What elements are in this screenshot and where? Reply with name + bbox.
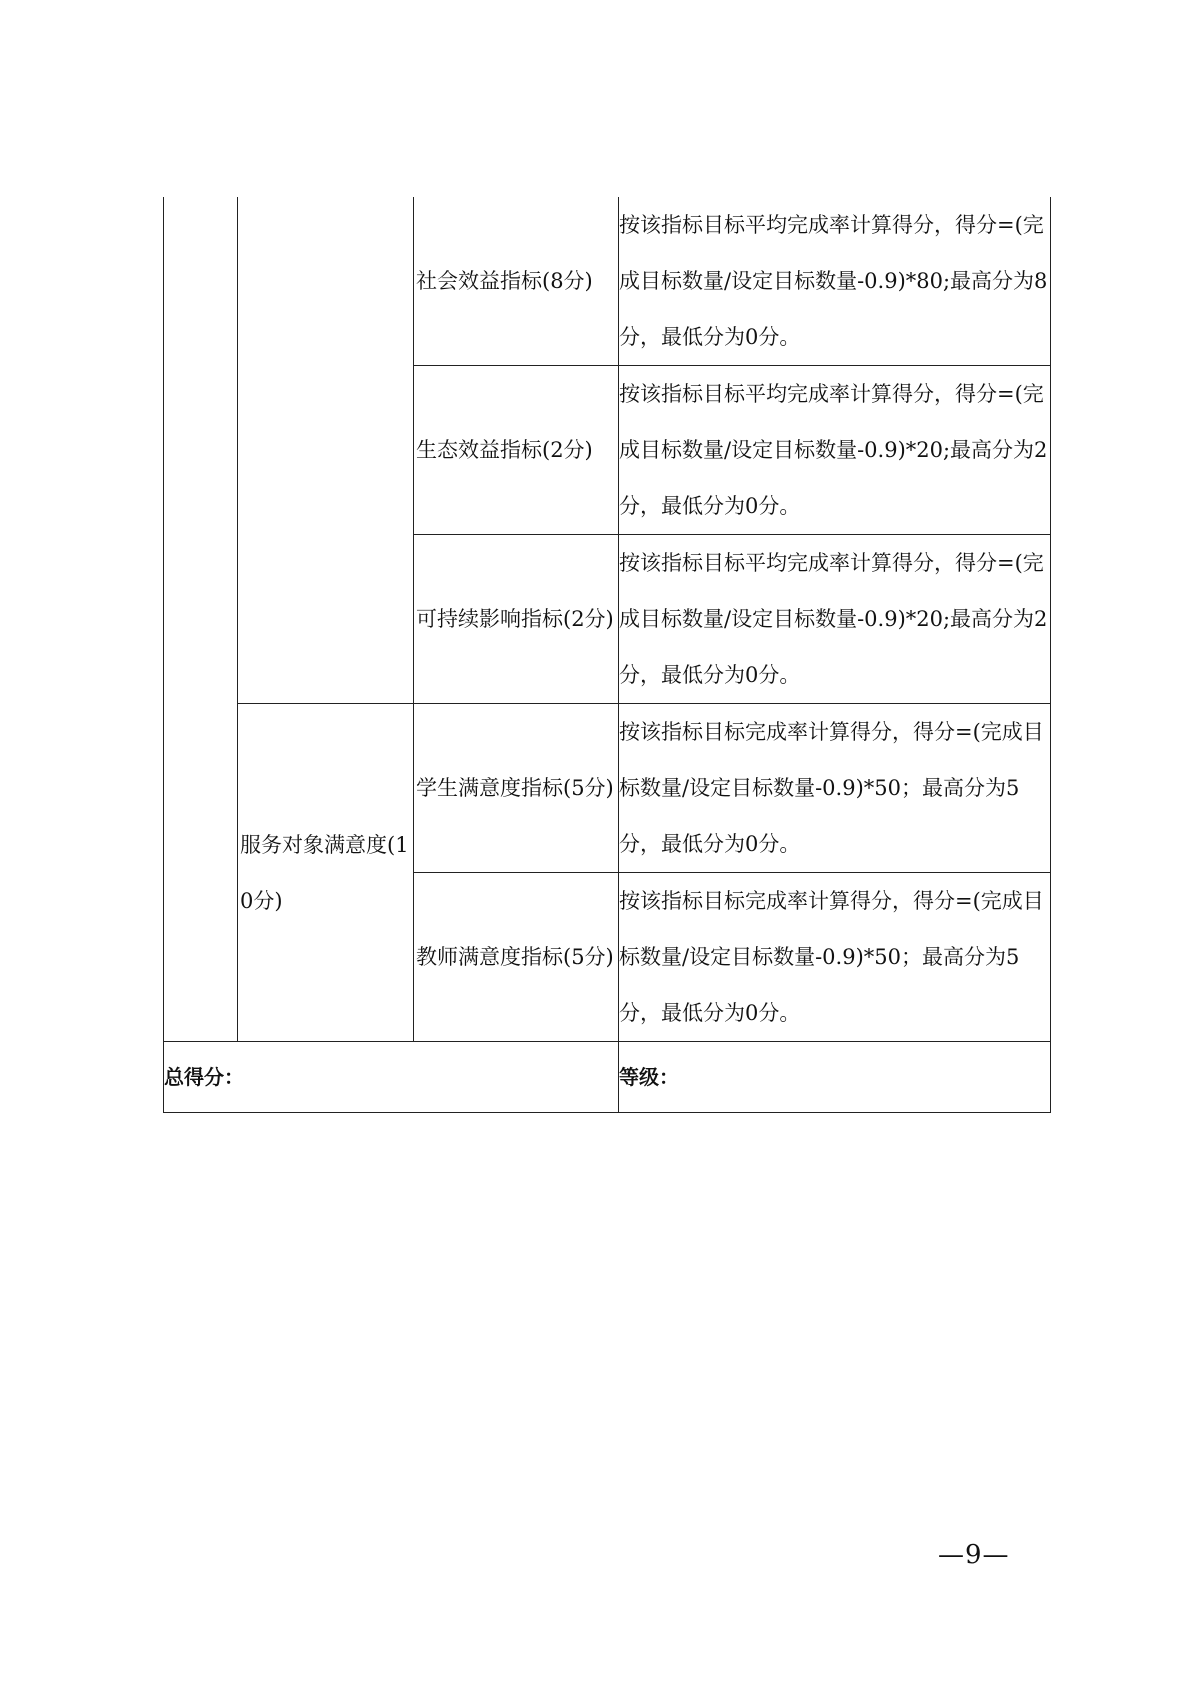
- table-row: [164, 197, 1051, 366]
- scoring-rule-cell: 按该指标目标完成率计算得分，得分=(完成目标数量/设定目标数量-0.9)*50；最高分为5分，最低分为0分。: [619, 873, 1051, 1042]
- scoring-rule-cell: 按该指标目标平均完成率计算得分，得分=(完成目标数量/设定目标数量-0.9)*20;最高分为2分，最低分为0分。: [619, 366, 1051, 535]
- total-score-label: 总得分：: [164, 1042, 619, 1113]
- table-row: [164, 704, 1051, 873]
- indicator-name-cell: 生态效益指标(2分): [414, 366, 619, 535]
- scoring-rule-cell: 按该指标目标平均完成率计算得分，得分=(完成目标数量/设定目标数量-0.9)*80;最高分为8分，最低分为0分。: [619, 197, 1051, 366]
- level2-category-cell-continued: [238, 197, 414, 704]
- scoring-rule-cell: 按该指标目标完成率计算得分，得分=(完成目标数量/设定目标数量-0.9)*50；最高分为5分，最低分为0分。: [619, 704, 1051, 873]
- indicator-name-cell: 学生满意度指标(5分): [414, 704, 619, 873]
- scoring-rule-cell: 按该指标目标平均完成率计算得分，得分=(完成目标数量/设定目标数量-0.9)*20;最高分为2分，最低分为0分。: [619, 535, 1051, 704]
- performance-scoring-table: [163, 197, 1051, 1113]
- page-number: —9—: [938, 1540, 1010, 1570]
- level1-category-cell-continued: [164, 197, 238, 1042]
- indicator-name-cell: 教师满意度指标(5分): [414, 873, 619, 1042]
- satisfaction-category-cell: 服务对象满意度(10分): [238, 704, 414, 1042]
- indicator-name-cell: 社会效益指标(8分): [414, 197, 619, 366]
- table-row-total: [164, 1042, 1051, 1113]
- indicator-name-cell: 可持续影响指标(2分): [414, 535, 619, 704]
- grade-label: 等级：: [619, 1042, 1051, 1113]
